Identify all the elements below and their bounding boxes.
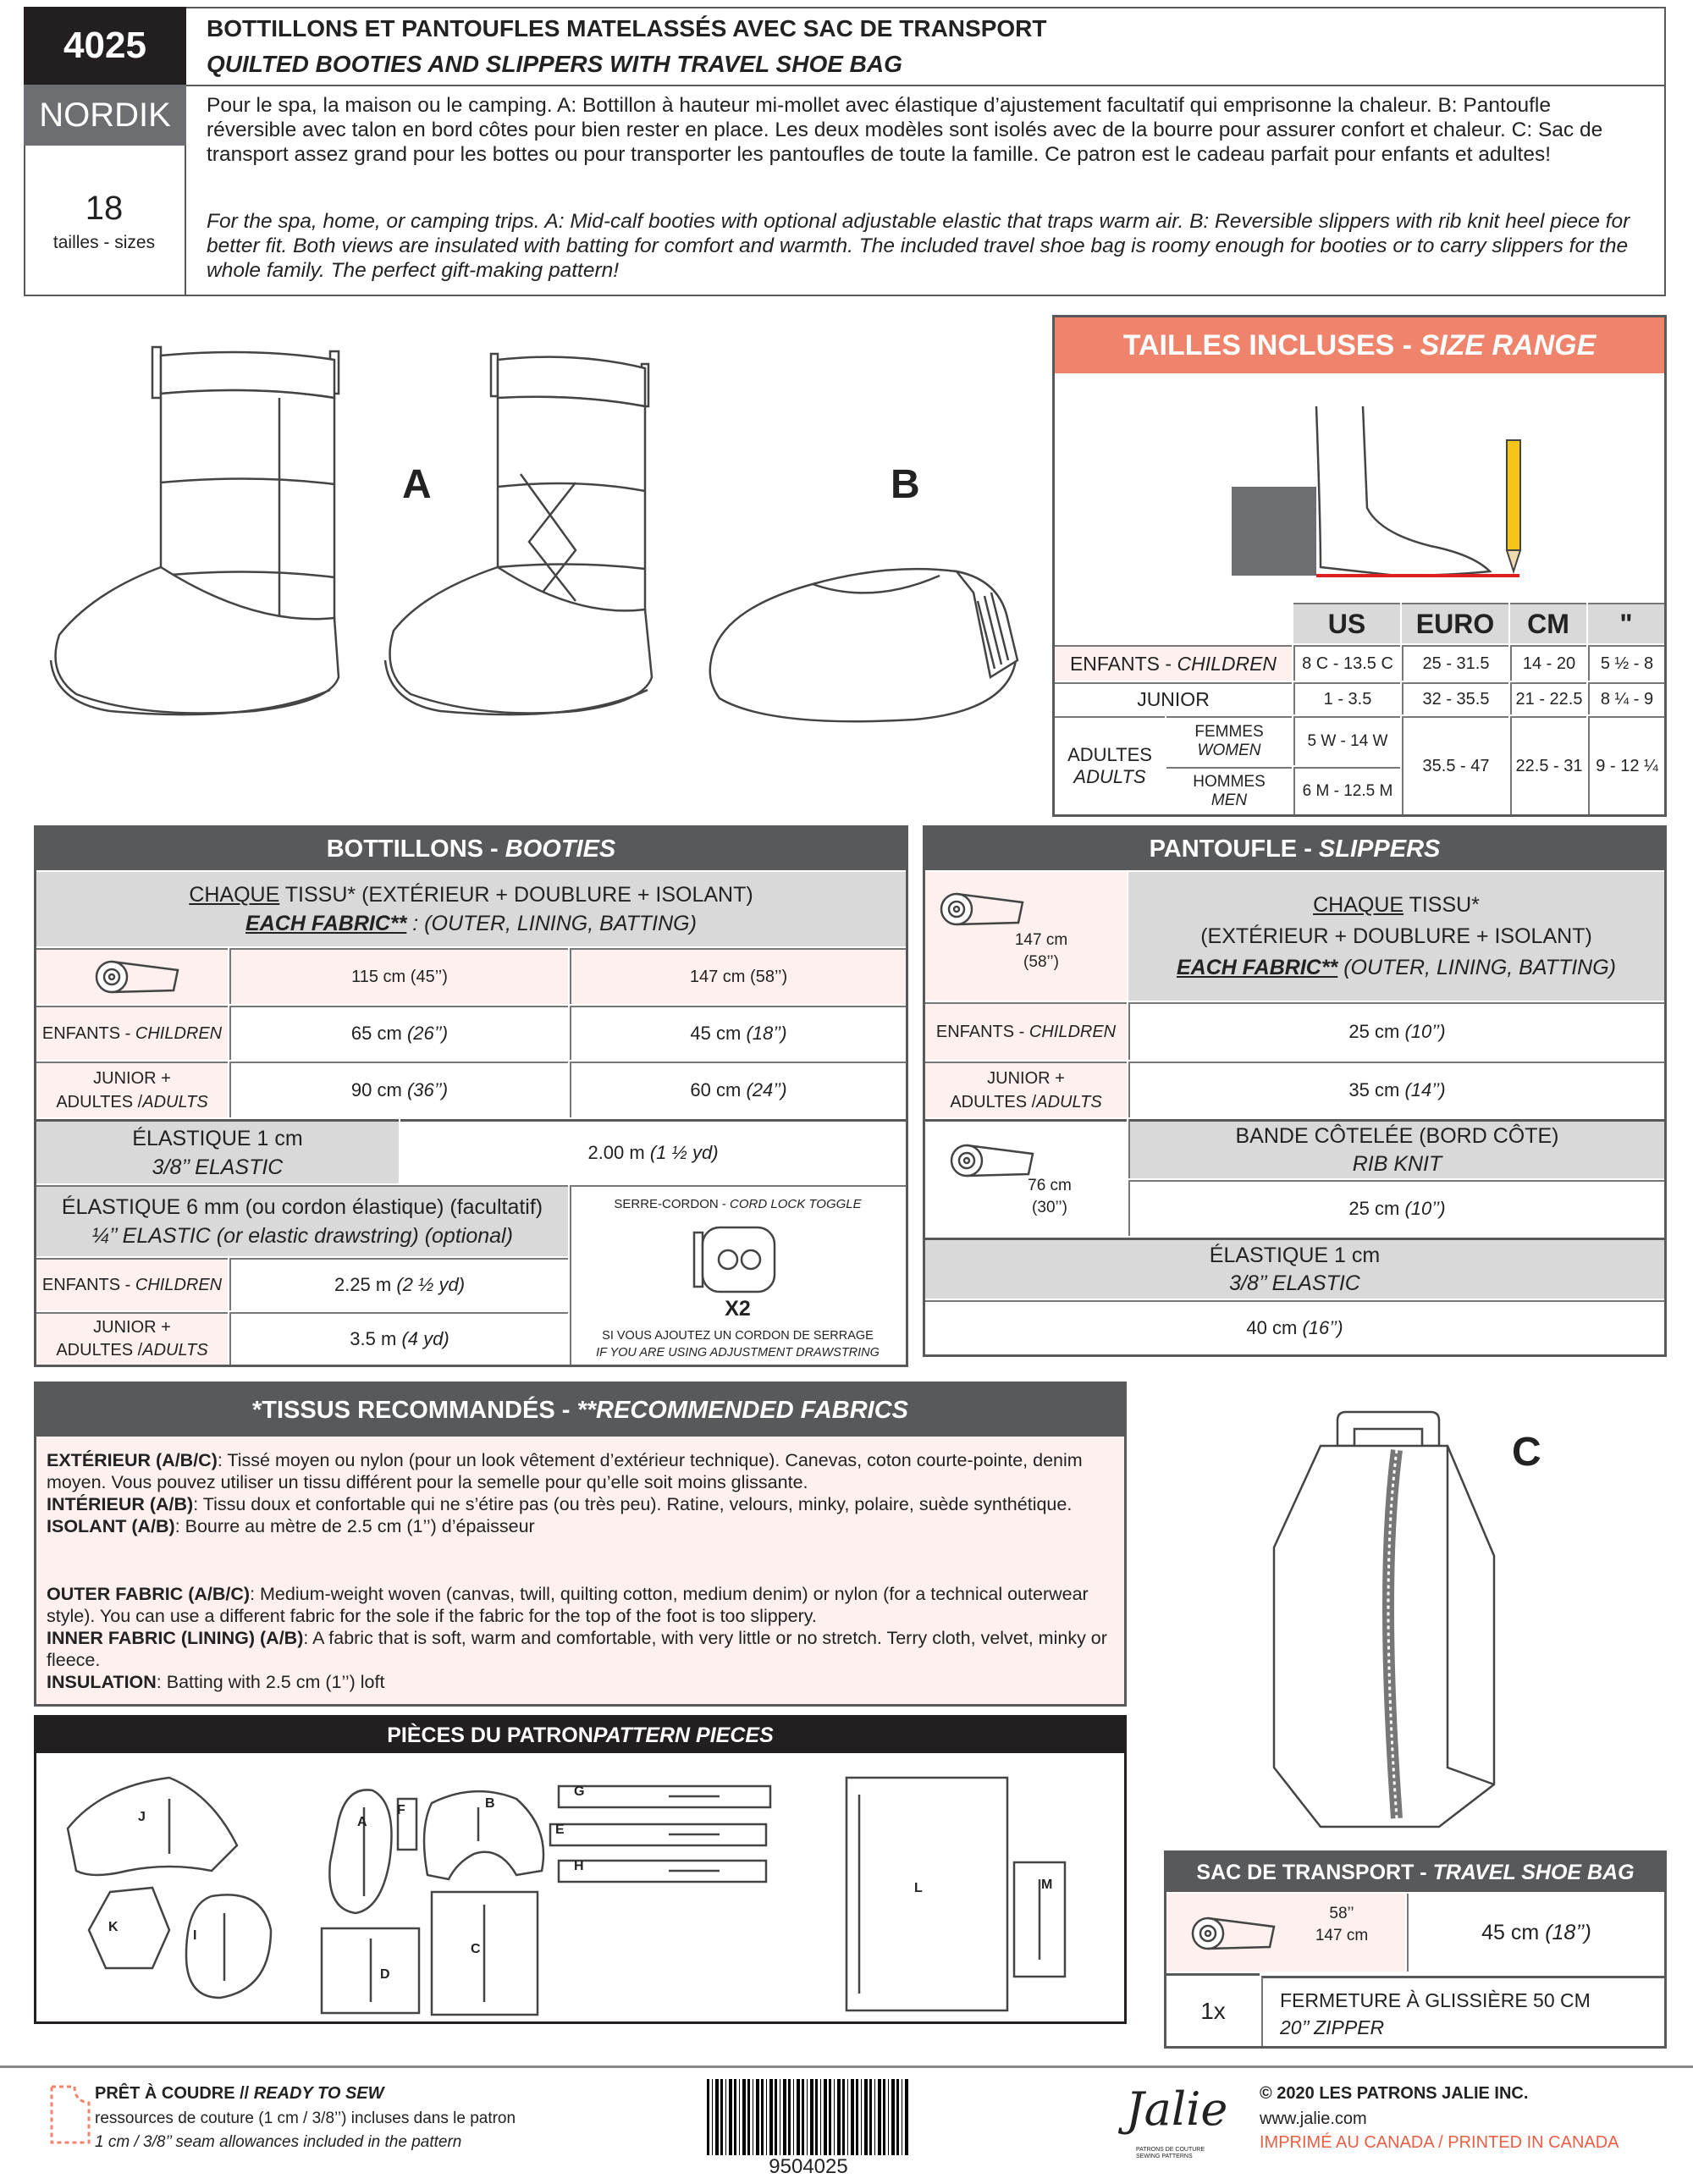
piece-label-c: C: [471, 1942, 481, 1956]
copyright: © 2020 LES PATRONS JALIE INC.: [1260, 2084, 1529, 2103]
fabric-interior: INTÉRIEUR (A/B): Tissu doux et confortable qui ne s’étire pas (ou très peu). Ratine, velours, minky, polaire, suède synthétique.: [47, 1494, 1073, 1514]
travel-bag-title: SAC DE TRANSPORT - TRAVEL SHOE BAG: [1166, 1853, 1664, 1892]
size-col-us: US: [1293, 603, 1400, 643]
booties-each-fabric: CHAQUE TISSU* (EXTÉRIEUR + DOUBLURE + ISOLANT) EACH FABRIC** : (OUTER, LINING, BATTING): [36, 872, 906, 946]
fabrics-text-en: [47, 1583, 1117, 1693]
size-adults-euro: 35.5 - 47: [1402, 716, 1508, 814]
pattern-piece-icon: [49, 2084, 91, 2145]
slippers-junior-label: JUNIOR + ADULTES /ADULTS: [925, 1062, 1127, 1117]
website: www.jalie.com: [1260, 2110, 1367, 2128]
slippers-children-label: ENFANTS - CHILDREN: [925, 1002, 1127, 1060]
size-range-title: TAILLES INCLUSES - SIZE RANGE: [1055, 317, 1664, 373]
slippers-junior-value: 35 cm (14’’): [1128, 1062, 1664, 1117]
description-fr: Pour le spa, la maison ou le camping. A: Bottillon à hauteur mi-mollet avec élastique d’ajustement facultatif qui emprisonne la chaleur. B: Pantoufle réversible avec talon en bord côtes pour bien rester en place. Les deux modèles sont isolés avec de la bourre pour assurer confort et chaleur. C: Sac de transport assez grand pour les bottes ou pour transporter les pantoufles de toute la famille. Ce patron est le cadeau parfait pour enfants et adultes!: [207, 94, 1603, 166]
slippers-width: 147 cm (58’’): [1014, 931, 1068, 971]
size-women-us: 5 W - 14 W: [1293, 716, 1400, 765]
size-junior-cm: 21 - 22.5: [1510, 682, 1586, 714]
printed-in: IMPRIMÉ AU CANADA / PRINTED IN CANADA: [1260, 2133, 1619, 2152]
pattern-number: 4025: [63, 25, 146, 66]
slippers-rib-value: 25 cm (10’’): [1128, 1180, 1664, 1236]
size-col-euro: EURO: [1402, 603, 1508, 643]
booties-children-147: 45 cm (18’’): [570, 1006, 906, 1060]
bootie-illustration-a2: [372, 339, 660, 720]
size-row-children-label: ENFANTS - CHILDREN: [1055, 645, 1292, 681]
fabric-roll-icon: [1189, 1911, 1282, 1954]
booties-elastic-1cm-value: 2.00 m (1 ½ yd): [400, 1119, 906, 1183]
piece-label-f: F: [397, 1803, 405, 1817]
booties-el6-children-value: 2.25 m (2 ½ yd): [229, 1258, 568, 1310]
fabric-exterior: EXTÉRIEUR (A/B/C): Tissé moyen ou nylon (pour un look vêtement d’extérieur technique). Canevas, coton courte-pointe, denim moyen. Vous pouvez utiliser un tissu différent pour la semelle pour qu’elle soit moins glissante.: [47, 1450, 1083, 1492]
slippers-elastic-value: 40 cm (16’’): [925, 1300, 1664, 1354]
fabrics-text-fr: [47, 1449, 1117, 1537]
cord-lock-note-fr: SI VOUS AJOUTEZ UN CORDON DE SERRAGE: [602, 1329, 874, 1343]
size-children-us: 8 C - 13.5 C: [1293, 645, 1400, 681]
bootie-illustration-a1: [42, 339, 347, 720]
booties-children-115: 65 cm (26’’): [229, 1006, 568, 1060]
booties-row-children-label: ENFANTS - CHILDREN: [36, 1006, 228, 1060]
piece-label-h: H: [574, 1859, 584, 1873]
slippers-title: PANTOUFLE - SLIPPERS: [925, 828, 1664, 870]
size-junior-us: 1 - 3.5: [1293, 682, 1400, 714]
piece-label-k: K: [108, 1920, 119, 1934]
cord-lock-icon: [690, 1226, 783, 1293]
booties-elastic-1cm-label: ÉLASTIQUE 1 cm 3/8’’ ELASTIC: [36, 1119, 399, 1183]
description-en: For the spa, home, or camping trips. A: Mid-calf booties with optional adjustable elastic that traps warm air. B: Reversible slippers with rib knit heel piece for better fit. Both views are insulated with batting for comfort and warmth. The included travel shoe bag is roomy enough for booties or to carry slippers for the whole family. The perfect gift-making pattern!: [207, 210, 1630, 282]
fabric-roll-icon: [93, 955, 186, 997]
size-adults-cm: 22.5 - 31: [1510, 716, 1586, 814]
piece-label-l: L: [914, 1881, 923, 1895]
fabric-outer: OUTER FABRIC (A/B/C): Medium-weight woven (canvas, twill, quilting cotton, medium denim) or nylon (for a technical outerwear style). You can use a different fabric for the sole if the fabric for the top of the foot is too slippery.: [47, 1584, 1089, 1626]
piece-label-m: M: [1041, 1878, 1053, 1892]
size-col-inch: ": [1588, 603, 1664, 643]
seam-allowance-fr: ressources de couture (1 cm / 3/8’’) incluses dans le patron: [95, 2110, 516, 2127]
booties-elastic-6mm-label: ÉLASTIQUE 6 mm (ou cordon élastique) (facultatif) ¼’’ ELASTIC (or elastic drawstring) (optional): [36, 1185, 568, 1256]
slippers-rib-label: BANDE CÔTELÉE (BORD CÔTE) RIB KNIT: [1128, 1119, 1664, 1178]
title-en: QUILTED BOOTIES AND SLIPPERS WITH TRAVEL SHOE BAG: [207, 51, 902, 77]
view-label-c: C: [1512, 1430, 1541, 1475]
zipper-label: FERMETURE À GLISSIÈRE 50 CM 20’’ ZIPPER: [1261, 1976, 1664, 2046]
booties-width-147: 147 cm (58’’): [570, 948, 906, 1004]
piece-label-e: E: [555, 1823, 565, 1837]
jalie-logo: Jalie: [1126, 2082, 1228, 2136]
size-adults-in: 9 - 12 ¼: [1588, 716, 1664, 814]
size-row-junior-label: JUNIOR: [1055, 682, 1292, 714]
cord-lock-label: SERRE-CORDON - CORD LOCK TOGGLE: [614, 1197, 862, 1211]
jalie-logo-subtitle: PATRONS DE COUTURE SEWING PATTERNS: [1136, 2147, 1205, 2159]
barcode: [707, 2079, 910, 2157]
pattern-pieces-title: PIÈCES DU PATRON PATTERN PIECES: [36, 1718, 1124, 1753]
foot-measurement-illustration: [1219, 398, 1541, 584]
size-children-euro: 25 - 31.5: [1402, 645, 1508, 681]
title-fr: BOTTILLONS ET PANTOUFLES MATELASSÉS AVEC SAC DE TRANSPORT: [207, 15, 1047, 41]
fabrics-title: *TISSUS RECOMMANDÉS - **RECOMMENDED FABRICS: [36, 1384, 1124, 1437]
size-count: 18: [85, 189, 124, 227]
pattern-number-box: [24, 7, 186, 85]
booties-junior-115: 90 cm (36’’): [229, 1062, 568, 1117]
size-junior-in: 8 ¼ - 9: [1588, 682, 1664, 714]
travel-bag-illustration-c: [1270, 1412, 1507, 1835]
piece-label-a: A: [357, 1815, 367, 1829]
size-children-in: 5 ½ - 8: [1588, 645, 1664, 681]
zipper-qty: 1x: [1166, 1973, 1260, 2046]
piece-label-b: B: [485, 1796, 495, 1811]
collection-box: [24, 85, 186, 146]
footer-divider: [0, 2065, 1693, 2068]
fabric-insulant: ISOLANT (A/B): Bourre au mètre de 2.5 cm (1’’) d’épaisseur: [47, 1516, 535, 1536]
piece-label-g: G: [574, 1784, 585, 1799]
slippers-rib-width: 76 cm (30’’): [1028, 1177, 1072, 1216]
travel-bag-value: 45 cm (18’’): [1407, 1894, 1664, 1972]
title-divider: [186, 85, 1666, 86]
slipper-illustration-b: [703, 542, 1024, 728]
slippers-elastic-label: ÉLASTIQUE 1 cm 3/8’’ ELASTIC: [925, 1238, 1664, 1299]
fabric-roll-icon: [938, 887, 1031, 929]
piece-label-j: J: [138, 1810, 146, 1824]
barcode-number: 9504025: [707, 2155, 910, 2179]
size-junior-euro: 32 - 35.5: [1402, 682, 1508, 714]
piece-label-i: I: [193, 1928, 197, 1943]
booties-el6-junior-label: JUNIOR + ADULTES /ADULTS: [36, 1312, 228, 1365]
booties-el6-junior-value: 3.5 m (4 yd): [229, 1312, 568, 1365]
fabric-inner: INNER FABRIC (LINING) (A/B): A fabric that is soft, warm and comfortable, with very little or no stretch. Terry cloth, velvet, minky or fleece.: [47, 1628, 1107, 1670]
booties-junior-147: 60 cm (24’’): [570, 1062, 906, 1117]
seam-allowance-en: 1 cm / 3/8’’ seam allowances included in the pattern: [95, 2133, 462, 2151]
cord-lock-note-en: IF YOU ARE USING ADJUSTMENT DRAWSTRING: [596, 1346, 880, 1359]
size-children-cm: 14 - 20: [1510, 645, 1586, 681]
slippers-each-fabric: CHAQUE TISSU* (EXTÉRIEUR + DOUBLURE + ISOLANT) EACH FABRIC** (OUTER, LINING, BATTING): [1128, 872, 1664, 1001]
cord-lock-qty: X2: [725, 1297, 751, 1321]
booties-width-115: 115 cm (45’’): [229, 948, 568, 1004]
collection-name: NORDIK: [39, 96, 171, 134]
size-row-adults-label: ADULTES ADULTS: [1055, 716, 1165, 814]
ready-to-sew: PRÊT À COUDRE // READY TO SEW: [95, 2084, 384, 2103]
booties-title: BOTTILLONS - BOOTIES: [36, 828, 906, 870]
size-col-cm: CM: [1510, 603, 1586, 643]
size-row-women-label: FEMMES WOMEN: [1166, 716, 1292, 765]
size-count-label: tailles - sizes: [52, 232, 156, 252]
view-label-b: B: [891, 462, 920, 507]
piece-label-d: D: [380, 1967, 390, 1982]
slippers-children-value: 25 cm (10’’): [1128, 1002, 1664, 1060]
booties-row-junior-label: JUNIOR + ADULTES /ADULTS: [36, 1062, 228, 1117]
travel-bag-width: 58’’ 147 cm: [1315, 1905, 1369, 1944]
size-count-box: [24, 146, 186, 296]
fabric-insulation: INSULATION: Batting with 2.5 cm (1’’) loft: [47, 1672, 385, 1692]
size-row-men-label: HOMMES MEN: [1166, 767, 1292, 814]
size-men-us: 6 M - 12.5 M: [1293, 767, 1400, 814]
booties-el6-children-label: ENFANTS - CHILDREN: [36, 1258, 228, 1310]
view-label-a: A: [402, 462, 432, 507]
